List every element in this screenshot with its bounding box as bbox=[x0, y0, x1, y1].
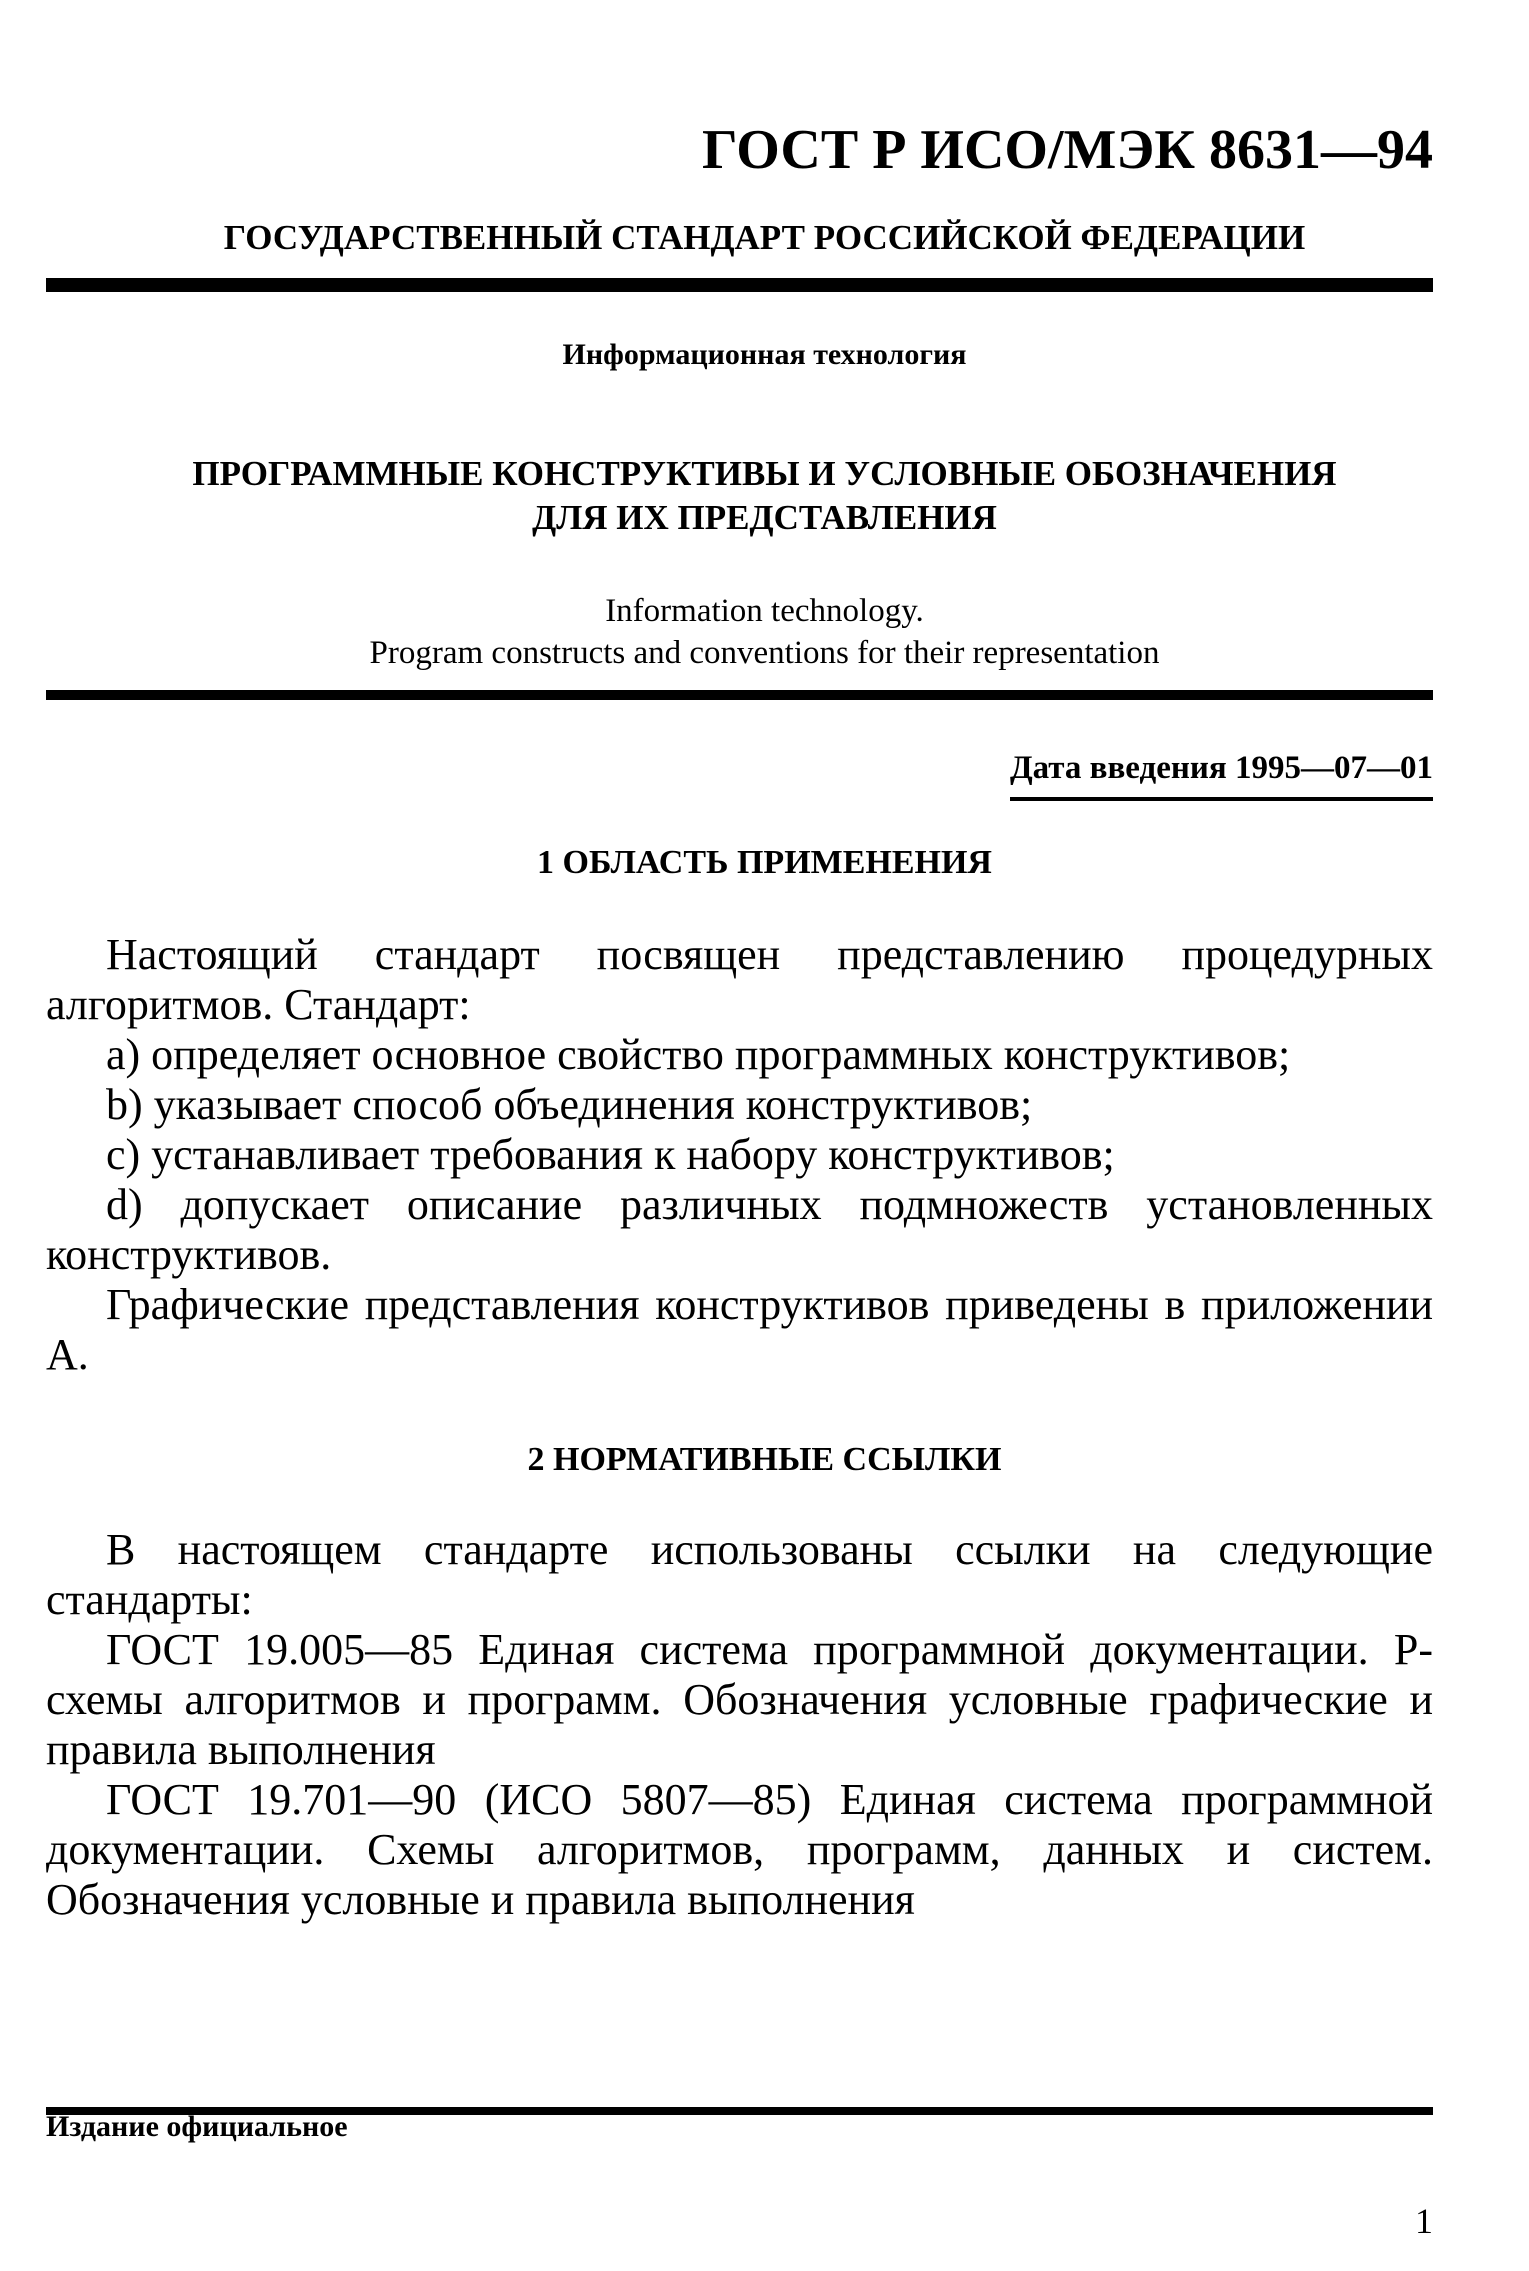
paragraph: В настоящем стандарте использованы ссылки на следующие стандарты: bbox=[46, 1525, 1433, 1624]
subject-line: Информационная технология bbox=[562, 338, 967, 371]
english-title-line: Program constructs and conventions for their representation bbox=[369, 635, 1160, 671]
section-body-references bbox=[46, 1525, 1433, 1925]
section-body-scope bbox=[46, 930, 1433, 1380]
reference-item: ГОСТ 19.701—90 (ИСО 5807—85) Единая система программной документации. Схемы алгоритмов, программ, данных и систем. Обозначения условные и правила выполнения bbox=[46, 1775, 1433, 1924]
edition-label: Издание официальное bbox=[46, 2110, 348, 2143]
introduction-date: Дата введения 1995—07—01 bbox=[1010, 750, 1433, 801]
list-item: c) устанавливает требования к набору конструктивов; bbox=[106, 1130, 1115, 1179]
paragraph: Настоящий стандарт посвящен представлению процедурных алгоритмов. Стандарт: bbox=[46, 930, 1433, 1029]
section-heading-references: 2 НОРМАТИВНЫЕ ССЫЛКИ bbox=[527, 1441, 1002, 1478]
document-number: ГОСТ Р ИСО/МЭК 8631—94 bbox=[701, 119, 1433, 181]
list-item: a) определяет основное свойство программных конструктивов; bbox=[106, 1030, 1291, 1079]
page-number: 1 bbox=[1415, 2201, 1433, 2241]
paragraph: Графические представления конструктивов приведены в приложении А. bbox=[46, 1280, 1433, 1379]
section-heading-scope: 1 ОБЛАСТЬ ПРИМЕНЕНИЯ bbox=[537, 844, 992, 881]
list-item: d) допускает описание различных подмножеств установленных конструктивов. bbox=[46, 1180, 1433, 1279]
english-title bbox=[0, 590, 1529, 674]
document-title bbox=[0, 452, 1529, 540]
title-line: ДЛЯ ИХ ПРЕДСТАВЛЕНИЯ bbox=[532, 498, 997, 537]
title-divider bbox=[46, 690, 1433, 700]
list-item: b) указывает способ объединения конструктивов; bbox=[106, 1080, 1033, 1129]
reference-item: ГОСТ 19.005—85 Единая система программной документации. Р-схемы алгоритмов и программ. Обозначения условные графические и правила выполнения bbox=[46, 1625, 1433, 1774]
state-standard-heading: ГОСУДАРСТВЕННЫЙ СТАНДАРТ РОССИЙСКОЙ ФЕДЕРАЦИИ bbox=[223, 218, 1306, 257]
title-line: ПРОГРАММНЫЕ КОНСТРУКТИВЫ И УСЛОВНЫЕ ОБОЗНАЧЕНИЯ bbox=[192, 454, 1337, 493]
header-divider bbox=[46, 278, 1433, 292]
english-title-line: Information technology. bbox=[605, 593, 924, 629]
